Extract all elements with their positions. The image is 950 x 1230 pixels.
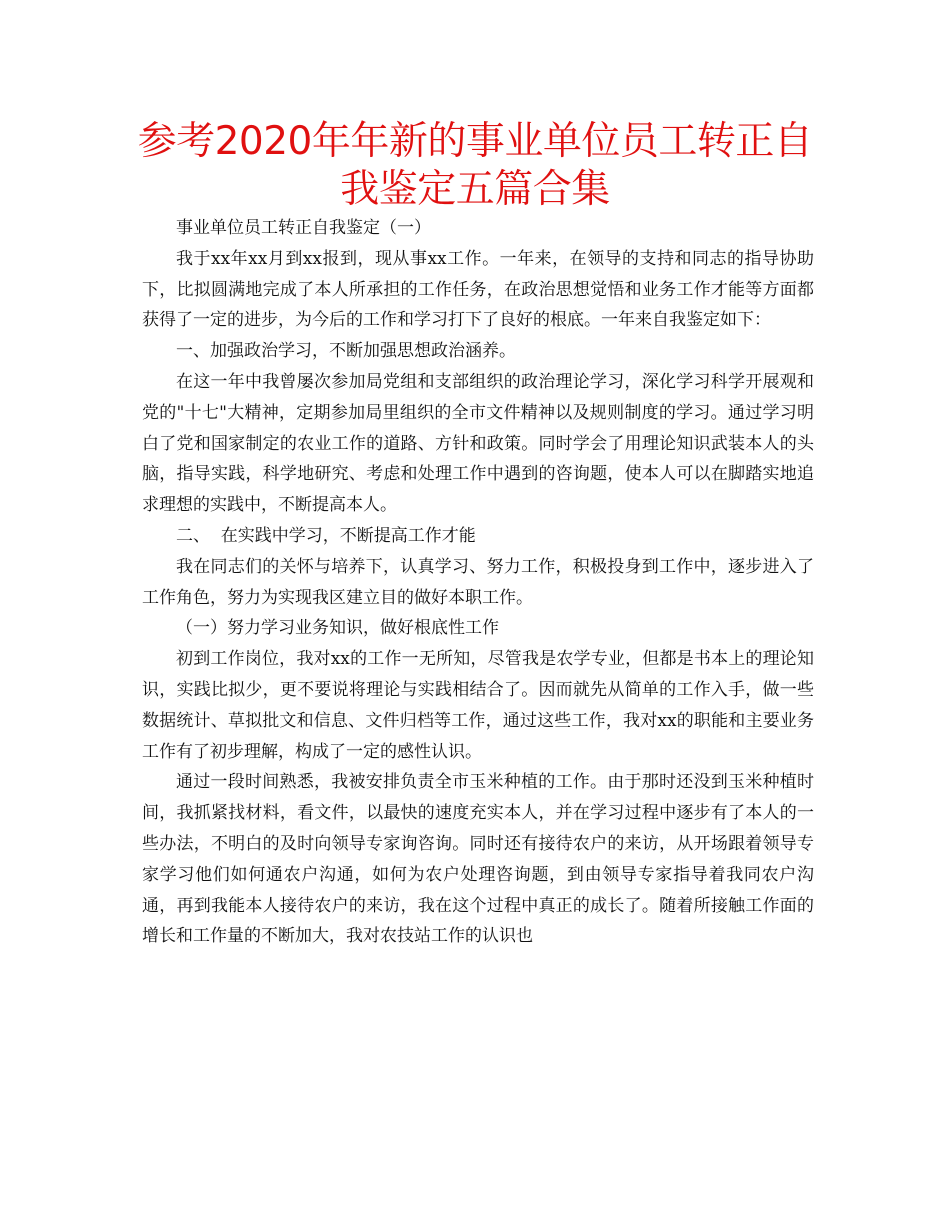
- paragraph: 初到工作岗位，我对xx的工作一无所知，尽管我是农学专业，但都是书本上的理论知识，实践比拟少，更不要说将理论与实践相结合了。因而就先从简单的工作入手，做一些数据统计、草拟批文和信息、文件归档等工作，通过这些工作，我对xx的职能和主要业务工作有了初步理解，构成了一定的感性认识。: [142, 649, 814, 762]
- paragraph: 在这一年中我曾屡次参加局党组和支部组织的政治理论学习，深化学习科学开展观和党的"十七"大精神，定期参加局里组织的全市文件精神以及规则制度的学习。通过学习明白了党和国家制定的农业工作的道路、方针和政策。同时学会了用理论知识武装本人的头脑，指导实践，科学地研究、考虑和处理工作中遇到的咨询题，使本人可以在脚踏实地追求理想的实践中，不断提高本人。: [142, 371, 814, 516]
- paragraph: 通过一段时间熟悉，我被安排负责全市玉米种植的工作。由于那时还没到玉米种植时间，我抓紧找材料，看文件，以最快的速度充实本人，并在学习过程中逐步有了本人的一些办法，不明白的及时向领导专家询咨询。同时还有接待农户的来访，从开场跟着领导专家学习他们如何通农户沟通，如何为农户处理咨询题，到由领导专家指导着我同农户沟通，再到我能本人接待农户的来访，我在这个过程中真正的成长了。随着所接触工作面的增长和工作量的不断加大，我对农技站工作的认识也: [142, 772, 814, 947]
- subsection-heading: 一、加强政治学习，不断加强思想政治涵养。: [176, 341, 516, 362]
- paragraph: 我于xx年xx月到xx报到，现从事xx工作。一年来，在领导的支持和同志的指导协助下，比拟圆满地完成了本人所承担的工作任务，在政治思想觉悟和业务工作才能等方面都获得了一定的进步，为今后的工作和学习打下了良好的根底。一年来自我鉴定如下：: [142, 248, 814, 331]
- document-title: 参考2020年年新的事业单位员工转正自我鉴定五篇合集: [137, 119, 813, 212]
- section-heading: 事业单位员工转正自我鉴定（一）: [176, 218, 431, 238]
- subsection-heading: 二、 在实践中学习，不断提高工作才能: [176, 525, 476, 546]
- paragraph: 我在同志们的关怀与培养下，认真学习、努力工作，积极投身到工作中，逐步进入了工作角色，努力为实现我区建立目的做好本职工作。: [142, 556, 814, 608]
- document-body: [142, 213, 814, 952]
- subsection-heading: （一）努力学习业务知识，做好根底性工作: [176, 618, 499, 639]
